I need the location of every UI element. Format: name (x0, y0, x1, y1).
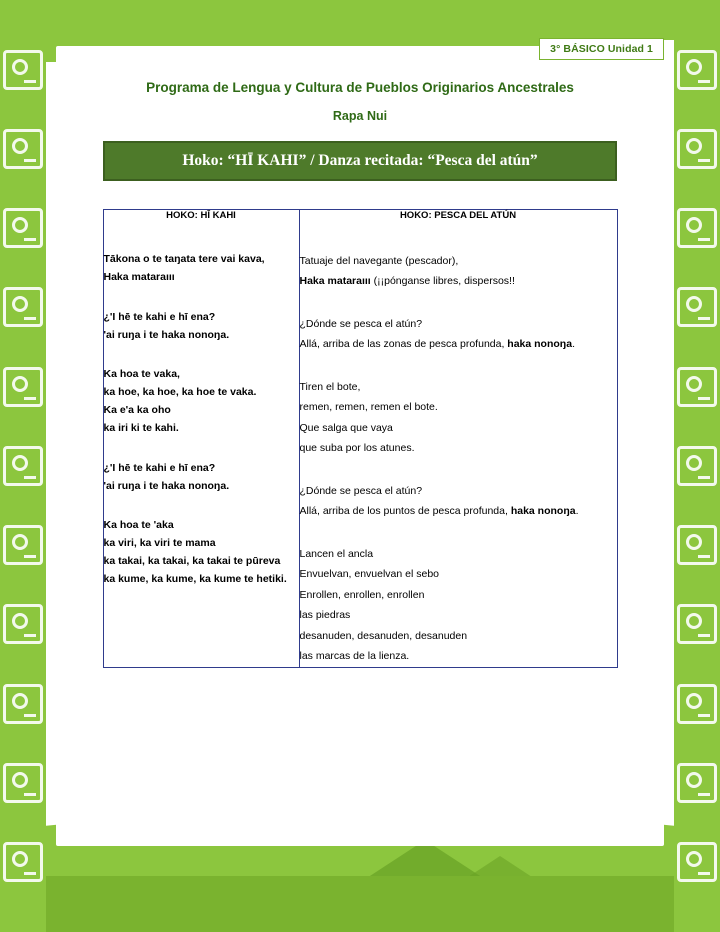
language-name: Rapa Nui (332, 109, 388, 123)
rapanui-motif-icon (3, 50, 43, 90)
stanza-spacer (300, 459, 617, 481)
lyric-line: que suba por los atunes. (299, 442, 415, 455)
lyric-line: ¿Dónde se pesca el atún? (299, 317, 423, 330)
rapanui-stanza-list (104, 221, 299, 589)
document-content (56, 30, 664, 668)
spanish-stanza (300, 251, 617, 292)
stanza-spacer (300, 292, 617, 314)
lyric-line: Tiren el bote, (299, 380, 361, 393)
stanza-spacer (104, 495, 299, 517)
lyric-line: desanuden, desanuden, desanuden (299, 629, 468, 642)
spanish-lyrics-cell (299, 221, 617, 667)
spanish-stanza-list (300, 221, 617, 667)
lyric-line: ka hoe, ka hoe, ka hoe te vaka. (103, 386, 257, 399)
table-header-row (103, 210, 617, 222)
rapanui-motif-icon (677, 50, 717, 90)
rapanui-motif-icon (3, 763, 43, 803)
rapanui-stanza (104, 460, 299, 496)
rapanui-stanza (104, 366, 299, 437)
unit-badge: 3° BÁSICO Unidad 1 (539, 38, 664, 60)
table-body-row (103, 221, 617, 667)
rapanui-motif-icon (3, 842, 43, 882)
spanish-stanza (300, 314, 617, 355)
rapanui-motif-icon (677, 842, 717, 882)
lyric-line: Envuelvan, envuelvan el sebo (299, 568, 440, 581)
lyric-line: Ka hoa te vaka, (103, 368, 180, 381)
column-header-rapanui: HOKO: HĪ KAHI (103, 210, 299, 222)
stanza-spacer (104, 221, 299, 251)
lyric-line: Ka e'a ka oho (103, 404, 171, 417)
lyric-line: Tatuaje del navegante (pescador), (299, 255, 459, 267)
lyric-line: las marcas de la lienza. (299, 650, 410, 663)
spanish-stanza (300, 544, 617, 667)
lyric-line: Lancen el ancla (299, 547, 374, 560)
rapanui-motif-icon (3, 367, 43, 407)
column-header-spanish: HOKO: PESCA DEL ATÚN (299, 210, 617, 222)
lyric-line: remen, remen, remen el bote. (299, 401, 438, 414)
lyric-line: ¿'I hē te kahi e hī ena? (103, 310, 216, 323)
rapanui-lyrics-cell (103, 221, 299, 667)
rapanui-motif-icon (3, 208, 43, 248)
lyrics-table (103, 209, 618, 668)
lyric-line: Allá, arriba de los puntos de pesca profunda, haka nonoŋa. (299, 505, 579, 518)
rapanui-motif-icon (3, 446, 43, 486)
rapanui-motif-icon (677, 763, 717, 803)
lyric-line: Allá, arriba de las zonas de pesca profunda, haka nonoŋa. (299, 338, 575, 351)
rapanui-motif-icon (3, 287, 43, 327)
lyric-line: Haka mataraııı (103, 270, 175, 283)
rapanui-stanza (104, 251, 299, 287)
bottom-landscape-strip (0, 876, 720, 932)
lyric-line: Que salga que vaya (299, 421, 393, 434)
lyric-line: ka iri ki te kahi. (103, 421, 179, 434)
rapanui-motif-icon (677, 525, 717, 565)
lyric-line: Enrollen, enrollen, enrollen (299, 588, 425, 601)
rapanui-motif-icon (677, 367, 717, 407)
lyric-line: ka kume, ka kume, ka kume te hetiki. (103, 572, 287, 585)
stanza-spacer (104, 344, 299, 366)
left-border-motifs (0, 30, 46, 902)
stanza-spacer (104, 438, 299, 460)
lyric-line: ka viri, ka viri te mama (103, 537, 216, 550)
rapanui-motif-icon (677, 604, 717, 644)
lyric-line: ¿'I hē te kahi e hī ena? (103, 461, 216, 474)
stanza-spacer (300, 221, 617, 251)
stanza-spacer (104, 287, 299, 309)
rapanui-motif-icon (677, 287, 717, 327)
right-border-motifs (674, 30, 720, 902)
rapanui-stanza (104, 517, 299, 588)
lyric-line: las piedras (299, 609, 351, 622)
lyric-line: Haka mataraııı (¡¡pónganse libres, dispersos!! (299, 275, 515, 288)
spanish-stanza (300, 377, 617, 459)
rapanui-motif-icon (677, 208, 717, 248)
rapanui-motif-icon (3, 525, 43, 565)
program-title: Programa de Lengua y Cultura de Pueblos Originarios Ancestrales (146, 80, 574, 95)
rapanui-motif-icon (3, 684, 43, 724)
spanish-stanza (300, 481, 617, 522)
stanza-spacer (300, 522, 617, 544)
lyric-line: Ka hoa te 'aka (103, 519, 174, 532)
rapanui-motif-icon (677, 129, 717, 169)
rapanui-motif-icon (677, 684, 717, 724)
lyric-line: 'ai ruŋa i te haka nonoŋa. (103, 479, 230, 492)
lyric-line: ka takai, ka takai, ka takai te pūreva (103, 555, 281, 568)
rapanui-motif-icon (3, 604, 43, 644)
rapanui-motif-icon (677, 446, 717, 486)
stanza-spacer (300, 355, 617, 377)
rapanui-motif-icon (3, 129, 43, 169)
lyric-line: ¿Dónde se pesca el atún? (299, 484, 423, 497)
lesson-title-bar: Hoko: “HĪ KAHI” / Danza recitada: “Pesca del atún” (103, 141, 617, 181)
lyric-line: 'ai ruŋa i te haka nonoŋa. (103, 328, 230, 341)
lyric-line: Tākona o te taŋata tere vai kava, (103, 253, 265, 265)
rapanui-stanza (104, 309, 299, 345)
